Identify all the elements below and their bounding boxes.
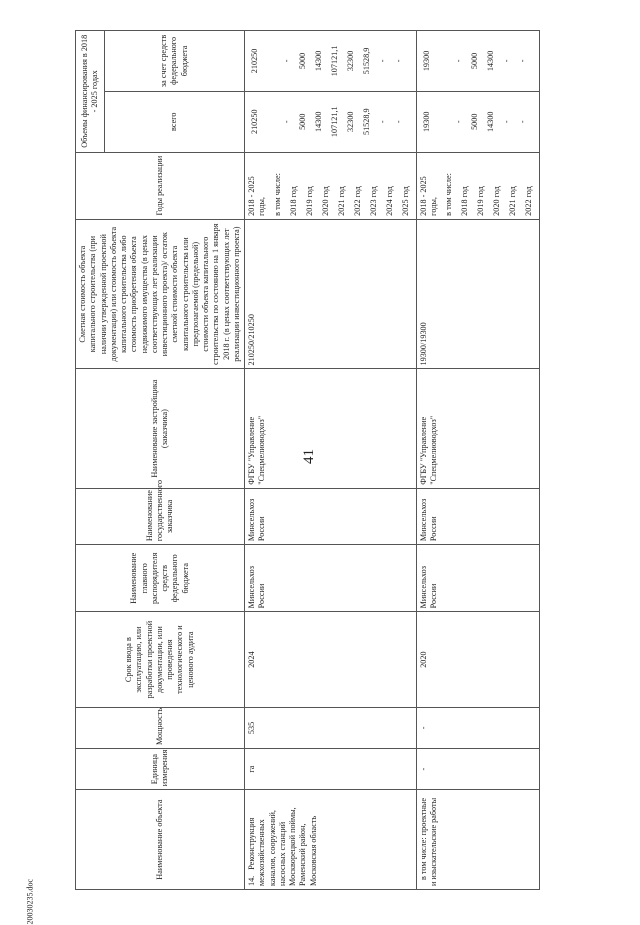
header-commissioning: Срок ввода в эксплуатацию, или разработки проектной документации, или проведения технологического и ценового аудита	[76, 612, 245, 707]
periods-value: 2019 год	[304, 186, 314, 216]
developer-cell: ФГБУ "Управление "Спецмелиоводхоз"	[245, 369, 417, 488]
unit-cell: га	[245, 749, 417, 790]
federal-value	[263, 34, 279, 88]
header-total: всего	[105, 91, 245, 152]
federal-value	[435, 34, 451, 88]
unit-cell: -	[416, 749, 540, 790]
header-years: Годы реализации	[76, 152, 245, 219]
total-value: -	[501, 120, 511, 124]
total-value: 51528,9	[362, 108, 371, 136]
object-name	[416, 790, 540, 890]
object-name-text: в том числе: проектные и изыскательские работы	[418, 797, 438, 886]
header-developer: Наименование застройщика (заказчика)	[76, 369, 245, 488]
total-value	[435, 95, 451, 149]
header-row-1	[76, 31, 105, 890]
total-value: -	[517, 120, 527, 124]
manager-cell: Минсельхоз России	[416, 545, 540, 612]
periods-value: 2022 год	[352, 186, 362, 216]
header-estimate: Сметная стоимость объекта капитального строительства (при наличии утвержденной проектной документации) или стоимость объекта капитального строительства либо стоимость приобретения объекта недвижимого имущества (в ценах соответствующих лет реализации инвестиционного проекта)/ остаток сметной стоимости объекта капитального строительства или предполагаемой (предельной) стоимости объекта капитального строительства по состоянию на 1 января 2018 г. (в ценах соответствующих лет реализации инвестиционного проекта)	[76, 219, 245, 369]
federal-value: -	[394, 59, 403, 63]
periods-value: в том числе:	[444, 173, 454, 216]
capacity-cell: 535	[245, 707, 417, 748]
total-value: 32300	[346, 111, 355, 132]
total-value	[263, 95, 279, 149]
total-value: 14300	[314, 111, 323, 132]
total-value: -	[378, 120, 387, 124]
periods-value: 2023 год	[368, 186, 378, 216]
capacity-cell: -	[416, 707, 540, 748]
federal-value: 51528,9	[362, 47, 371, 75]
header-customer: Наименование государственного заказчика	[76, 488, 245, 544]
federal-value: 210250	[250, 48, 259, 74]
total-value: -	[282, 120, 291, 124]
total-value: -	[453, 120, 463, 124]
periods-value: 2018 - 2025 годы,	[247, 176, 266, 216]
table-row	[245, 31, 417, 890]
federal-value: 5000	[469, 52, 479, 70]
federal-value: 5000	[298, 52, 307, 70]
commissioning-cell: 2020	[416, 612, 540, 707]
object-name-text: Реконструкция межхозяйственных каналов, сооружений, насосных станций Москворецкой поймы, Раменский район, Московская область	[247, 807, 318, 886]
federal-value: 107121,1	[330, 45, 339, 77]
federal-value: 14300	[314, 50, 323, 72]
manager-cell: Минсельхоз России	[245, 545, 417, 612]
commissioning-cell: 2024	[245, 612, 417, 707]
total-value: 210250	[250, 109, 259, 134]
header-federal: за счет средств федерального бюджета	[105, 31, 245, 92]
federal-value: 32300	[346, 50, 355, 72]
federal-value: -	[517, 59, 527, 63]
header-unit: Единица измерения	[76, 749, 245, 790]
total-value: -	[394, 120, 403, 124]
federal-value: -	[282, 59, 291, 63]
federal-value: -	[453, 59, 463, 63]
periods-cell	[245, 152, 417, 219]
periods-value: 2025 год	[400, 186, 410, 216]
periods-value: 2020 год	[320, 186, 330, 216]
total-cell	[416, 91, 540, 152]
object-name	[245, 790, 417, 890]
total-value: 5000	[469, 113, 479, 130]
total-value: 14300	[485, 111, 495, 132]
periods-value: 2018 год	[460, 186, 470, 216]
periods-cell	[416, 152, 540, 219]
total-value: 5000	[298, 113, 307, 130]
investment-table	[75, 30, 540, 890]
developer-cell: ФГБУ "Управление "Спецмелиоводхоз"	[416, 369, 540, 488]
total-cell	[245, 91, 417, 152]
federal-cell	[245, 31, 417, 92]
customer-cell: Минсельхоз России	[416, 488, 540, 544]
header-manager: Наименование главного распорядителя средств федерального бюджета	[76, 545, 245, 612]
periods-value: 2019 год	[476, 186, 486, 216]
table-body	[245, 31, 540, 890]
federal-value: 19300	[421, 50, 431, 72]
periods-value: 2021 год	[508, 186, 518, 216]
estimate-cell: 210250/210250	[245, 219, 417, 369]
periods-value: 2024 год	[384, 186, 394, 216]
rotated-table-container	[75, 30, 630, 890]
periods-value: 2022 год	[524, 186, 534, 216]
periods-value: 2018 год	[288, 186, 298, 216]
federal-value: -	[378, 59, 387, 63]
header-name: Наименование объекта	[76, 790, 245, 890]
row-number: 14.	[247, 875, 256, 886]
federal-value: -	[501, 59, 511, 63]
header-funding: Объемы финансирования в 2018 - 2025 годах	[76, 31, 105, 153]
periods-value: 2021 год	[336, 186, 346, 216]
header-capacity: Мощность	[76, 707, 245, 748]
total-value: 19300	[421, 111, 431, 132]
total-value: 107121,1	[330, 106, 339, 138]
page-number: 41	[301, 449, 317, 464]
periods-value: 2020 год	[492, 186, 502, 216]
federal-cell	[416, 31, 540, 92]
estimate-cell: 19300/19300	[416, 219, 540, 369]
customer-cell: Минсельхоз России	[245, 488, 417, 544]
table-row	[416, 31, 540, 890]
document-code: 20030235.doc	[25, 878, 35, 925]
federal-value: 14300	[485, 50, 495, 72]
periods-value: 2018 - 2025 годы,	[418, 176, 438, 216]
periods-value: в том числе:	[272, 173, 282, 216]
